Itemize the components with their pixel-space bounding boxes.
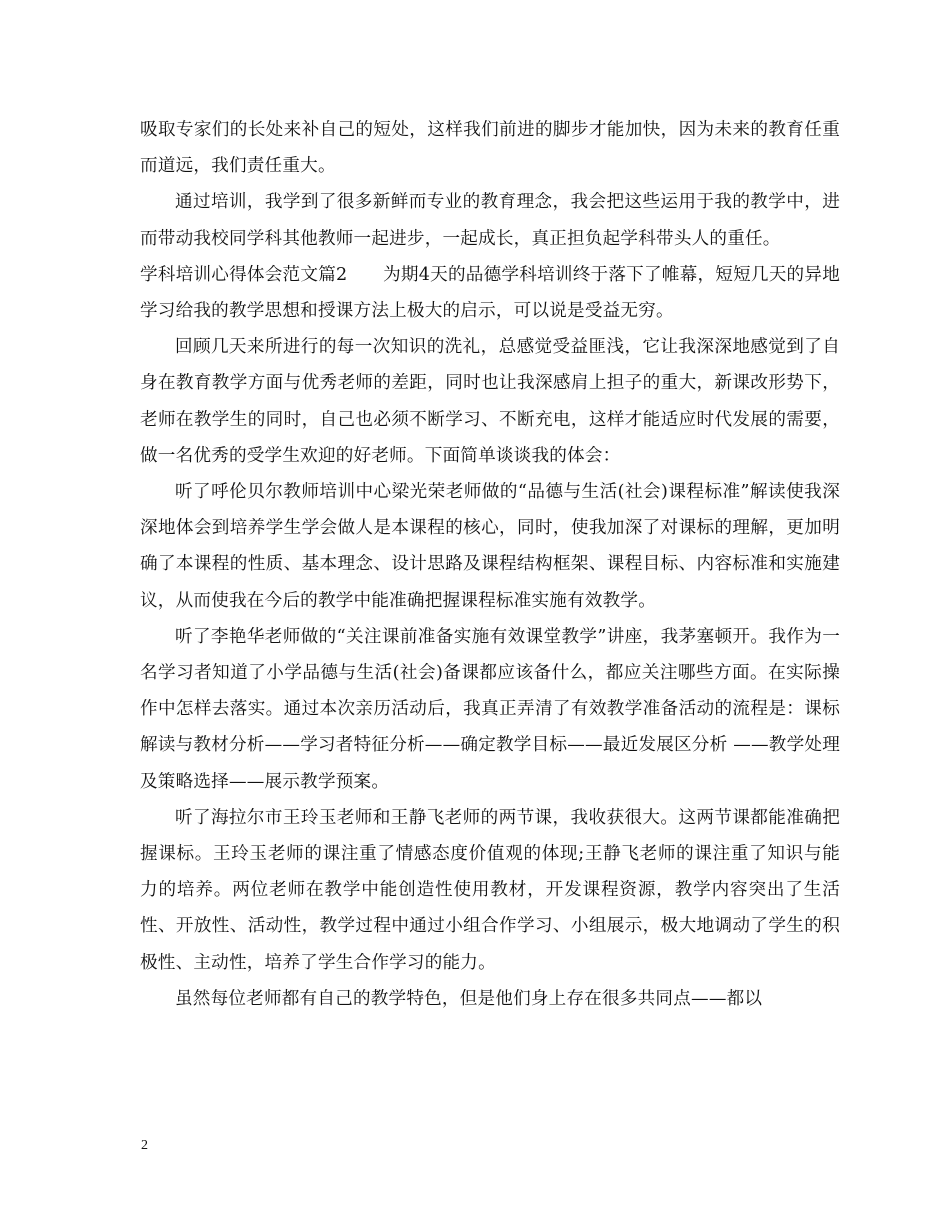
paragraph: 听了呼伦贝尔教师培训中心梁光荣老师做的“品德与生活(社会)课程标准”解读使我深深地体会到培养学生学会做人是本课程的核心，同时，使我加深了对课标的理解，更加明确了本课程的性质、基本理念、设计思路及课程结构框架、课程目标、内容标准和实施建议，从而使我在今后的教学中能准确把握课程标准实施有效教学。 — [140, 482, 840, 611]
paragraph-section-heading: 学科培训心得体会范文篇2 为期4天的品德学科培训终于落下了帷幕，短短几天的异地学习给我的教学思想和授课方法上极大的启示，可以说是受益无穷。 — [140, 264, 840, 322]
paragraph: 通过培训，我学到了很多新鲜而专业的教育理念，我会把这些运用于我的教学中，进而带动我校同学科其他教师一起进步，一起成长，真正担负起学科带头人的重任。 — [140, 192, 840, 249]
paragraph: 回顾几天来所进行的每一次知识的洗礼，总感觉受益匪浅，它让我深深地感觉到了自身在教育教学方面与优秀老师的差距，同时也让我深感肩上担子的重大，新课改形势下，老师在教学生的同时，自己也必须不断学习、不断充电，这样才能适应时代发展的需要，做一名优秀的受学生欢迎的好老师。下面简单谈谈我的体会： — [140, 337, 840, 466]
paragraph: 听了李艳华老师做的“关注课前准备实施有效课堂教学”讲座，我茅塞顿开。我作为一名学习者知道了小学品德与生活(社会)备课都应该备什么，都应关注哪些方面。在实际操作中怎样去落实。通过本次亲历活动后，我真正弄清了有效教学准备活动的流程是：课标解读与教材分析——学习者特征分析——确定教学目标——最近发展区分析 ——教学处理及策略选择——展示教学预案。 — [140, 626, 840, 792]
paragraph: 虽然每位老师都有自己的教学特色，但是他们身上存在很多共同点——都以 — [175, 988, 763, 1009]
paragraph: 听了海拉尔市王玲玉老师和王静飞老师的两节课，我收获很大。这两节课都能准确把握课标。王玲玉老师的课注重了情感态度价值观的体现;王静飞老师的课注重了知识与能力的培养。两位老师在教学中能创造性使用教材，开发课程资源，教学内容突出了生活性、开放性、活动性，教学过程中通过小组合作学习、小组展示，极大地调动了学生的积极性、主动性，培养了学生合作学习的能力。 — [140, 807, 840, 973]
page-number: 2 — [141, 1138, 148, 1153]
document-body — [140, 112, 840, 1017]
paragraph: 吸取专家们的长处来补自己的短处，这样我们前进的脚步才能加快，因为未来的教育任重而道远，我们责任重大。 — [140, 120, 840, 177]
